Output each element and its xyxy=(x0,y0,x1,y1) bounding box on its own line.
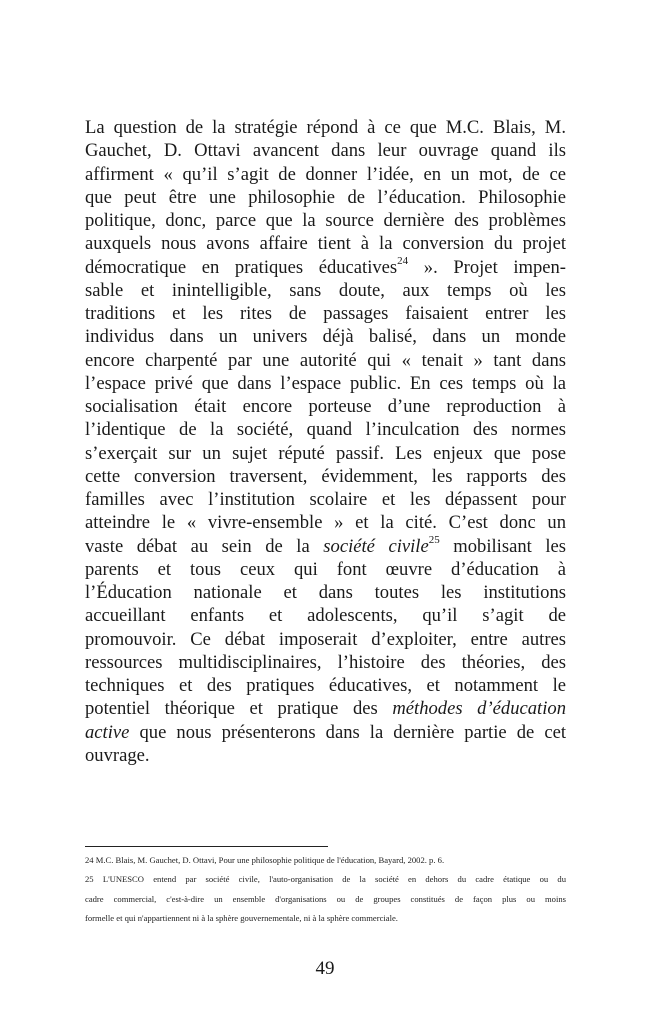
text-line: encore charpenté par une autorité qui « tenait » tant dans xyxy=(85,349,566,371)
text-line: ressources multidisciplinaires, l’histoire des théories, des xyxy=(85,651,566,673)
text-line: atteindre le « vivre-ensemble » et la cité. C’est donc un xyxy=(85,512,566,534)
text-line: affirment « qu’il s’agit de donner l’idée, en un mot, de ce xyxy=(85,163,566,185)
text-line: s’exerçait sur un sujet réputé passif. Les enjeux que pose xyxy=(85,442,566,464)
text-line: potentiel théorique et pratique des méthodes d’éducation xyxy=(85,698,566,720)
emphasis: méthodes d’éducation xyxy=(392,698,566,720)
footnote-25-line: 25 L'UNESCO entend par société civile, l'auto-organisation de la société en dehors du cadre étatique ou du xyxy=(85,874,566,885)
emphasis: active xyxy=(85,721,130,743)
text-line: l’identique de la société, quand l’inculcation des normes xyxy=(85,419,566,441)
text-line: active que nous présenterons dans la dernière partie de cet xyxy=(85,721,566,743)
footnotes xyxy=(85,851,566,928)
footnote-24: 24 M.C. Blais, M. Gauchet, D. Ottavi, Pour une philosophie politique de l'éducation, Bayard, 2002. p. 6. xyxy=(85,855,445,865)
text-line: que peut être une philosophie de l’éducation. Philosophie xyxy=(85,186,566,208)
text-line: sable et inintelligible, sans doute, aux temps où les xyxy=(85,279,566,301)
text-line: l’Éducation nationale et dans toutes les institutions xyxy=(85,582,566,603)
text-line: traditions et les rites de passages faisaient entrer les xyxy=(85,303,566,324)
footnote-25-line: formelle et qui n'appartiennent ni à la sphère gouvernementale, ni à la sphère commerciale. xyxy=(85,912,398,923)
text-line: vaste débat au sein de la société civile$^{25}$ mobilisant les xyxy=(85,534,566,557)
text-line: techniques et des pratiques éducatives, et notamment le xyxy=(85,675,566,696)
page-number: 49 xyxy=(315,958,335,979)
body-paragraph xyxy=(85,116,566,767)
text-line: auxquels nous avons affaire tient à la conversion du projet xyxy=(85,233,566,255)
text-line: démocratique en pratiques éducatives$^{24}$ ». Projet impen- xyxy=(85,255,566,278)
text-line: promouvoir. Ce débat imposerait d’exploiter, entre autres xyxy=(85,628,566,650)
text-line: accueillant enfants et adolescents, qu’il s’agit de xyxy=(85,605,566,627)
footnote-25-line: cadre commercial, c'est-à-dire un ensemble d'organisations ou de groupes constitués de façon plus ou moins xyxy=(85,893,566,904)
text-line: La question de la stratégie répond à ce que M.C. Blais, M. xyxy=(85,117,566,138)
footnote-ref-25[interactable]: 25 xyxy=(428,534,440,547)
text-line: parents et tous ceux qui font œuvre d’éducation à xyxy=(85,558,566,580)
text-line: Gauchet, D. Ottavi avancent dans leur ouvrage quand ils xyxy=(85,140,566,162)
text-line: ouvrage. xyxy=(85,744,150,766)
text-line: cette conversion traversent, évidemment, les rapports des xyxy=(85,465,566,487)
text-line: politique, donc, parce que la source dernière des problèmes xyxy=(85,210,566,231)
text-line: l’espace privé que dans l’espace public. En ces temps où la xyxy=(85,372,566,394)
emphasis: société civile xyxy=(323,535,429,557)
footnote-ref-24[interactable]: 24 xyxy=(397,255,409,268)
text-line: socialisation était encore porteuse d’une reproduction à xyxy=(85,396,566,417)
text-line: familles avec l’institution scolaire et les dépassent pour xyxy=(85,489,566,510)
footnote-separator xyxy=(85,846,328,847)
text-line: individus dans un univers déjà balisé, dans un monde xyxy=(85,326,566,348)
